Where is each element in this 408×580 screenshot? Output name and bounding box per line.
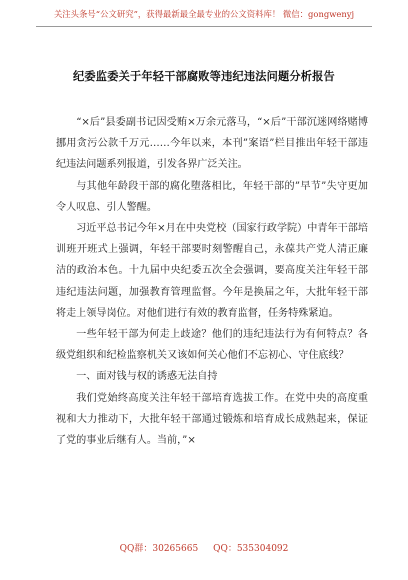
- page-header: 关注头条号“公文研究”，获得最新最全最专业的公文资料库！ 微信：gongwenyj: [53, 9, 355, 19]
- paragraph: 我们党始终高度关注年轻干部培育选拔工作。在党中央的高度重视和大力推动下，大批年轻干部通过锻炼和培育成长成熟起来，保证了党的事业后继有人。当前，”×: [56, 392, 368, 447]
- paragraph: 习近平总书记今年×月在中央党校（国家行政学院）中青年干部培训班开班式上强调，年轻干部要时刻警醒自己，永葆共产党人清正廉洁的政治本色。十九届中央纪委五次全会强调，要高度关注年轻干部违纪违法问题，加强教育管理监督。今年是换届之年，大批年轻干部将走上领导岗位。对他们进行有效的教育监督，任务特殊紧迫。: [56, 223, 368, 319]
- page-footer: [0, 541, 408, 554]
- qq-number: QQ：535304092: [213, 544, 289, 554]
- paragraph: 一些年轻干部为何走上歧途？他们的违纪违法行为有何特点？各级党组织和纪检监察机关又该如何关心他们不忘初心、守住底线？: [56, 329, 368, 362]
- paragraph: 与其他年龄段干部的腐化堕落相比，年轻干部的”早节”失守更加令人叹息、引人警醒。: [56, 180, 368, 213]
- qq-group-number: QQ群：30265665: [119, 544, 199, 554]
- document-title: 纪委监委关于年轻干部腐败等违纪违法问题分析报告: [73, 70, 335, 83]
- section-heading: 一、面对钱与权的诱惑无法自持: [76, 371, 218, 383]
- paragraph: “×后”县委副书记因受贿×万余元落马，“×后”干部沉迷网络赌博挪用贪污公款千万元……今年以来，本刊”案语”栏目推出年轻干部违纪违法问题系列报道，引发各界广泛关注。: [56, 117, 368, 171]
- header-divider: [36, 26, 372, 27]
- document-body: [56, 112, 368, 451]
